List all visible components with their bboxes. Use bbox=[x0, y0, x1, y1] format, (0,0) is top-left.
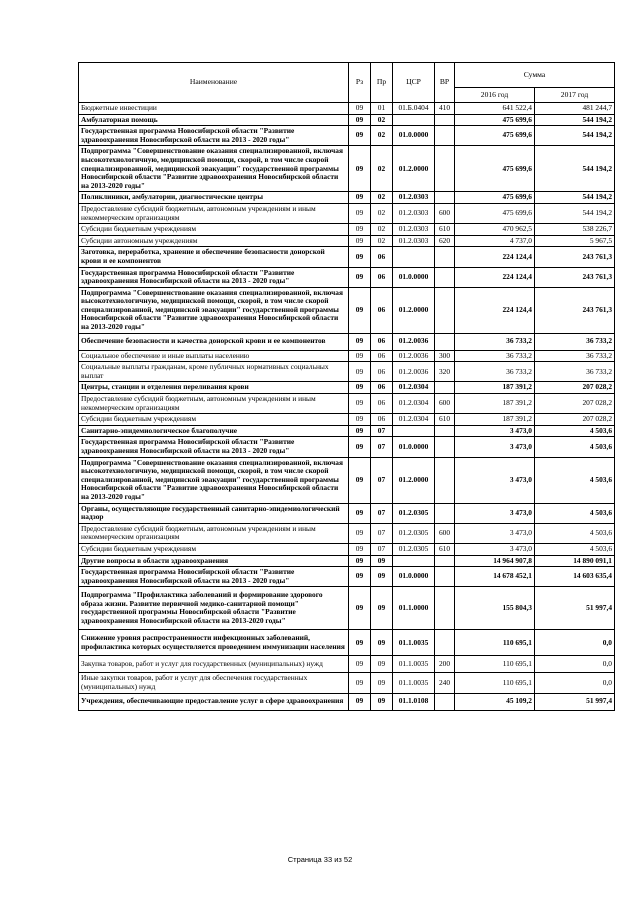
cell-rz: 09 bbox=[349, 350, 371, 362]
header-name: Наименование bbox=[79, 63, 349, 103]
cell-pr: 07 bbox=[371, 425, 393, 437]
cell-name: Обеспечение безопасности и качества донорской крови и ее компонентов bbox=[79, 333, 349, 350]
cell-name: Санитарно-эпидемиологическое благополучие bbox=[79, 425, 349, 437]
cell-name: Государственная программа Новосибирской области "Развитие здравоохранения Новосибирской области на 2013 - 2020 годы" bbox=[79, 567, 349, 587]
table-row bbox=[79, 567, 615, 587]
cell-rz: 09 bbox=[349, 555, 371, 567]
cell-pr: 07 bbox=[371, 543, 393, 555]
cell-sum-2016: 475 699,6 bbox=[455, 114, 535, 126]
table-header-row bbox=[79, 63, 615, 88]
cell-vr: 600 bbox=[435, 523, 455, 543]
cell-sum-2017: 14 890 091,1 bbox=[535, 555, 615, 567]
cell-name: Государственная программа Новосибирской области "Развитие здравоохранения Новосибирской области на 2013 - 2020 годы" bbox=[79, 126, 349, 146]
table-row bbox=[79, 114, 615, 126]
cell-pr: 07 bbox=[371, 457, 393, 503]
cell-sum-2016: 3 473,0 bbox=[455, 457, 535, 503]
cell-rz: 09 bbox=[349, 457, 371, 503]
cell-sum-2017: 243 761,3 bbox=[535, 247, 615, 267]
cell-sum-2017: 0,0 bbox=[535, 656, 615, 673]
table-row bbox=[79, 656, 615, 673]
cell-vr: 240 bbox=[435, 673, 455, 693]
cell-csr: 01.1.0108 bbox=[393, 693, 435, 710]
cell-sum-2017: 243 761,3 bbox=[535, 287, 615, 333]
table-row bbox=[79, 457, 615, 503]
cell-sum-2016: 475 699,6 bbox=[455, 192, 535, 204]
table-row bbox=[79, 523, 615, 543]
cell-csr: 01.2.0000 bbox=[393, 457, 435, 503]
cell-rz: 09 bbox=[349, 656, 371, 673]
cell-pr: 09 bbox=[371, 587, 393, 630]
cell-sum-2017: 5 967,5 bbox=[535, 235, 615, 247]
cell-sum-2017: 36 733,2 bbox=[535, 362, 615, 382]
cell-rz: 09 bbox=[349, 224, 371, 236]
cell-vr bbox=[435, 503, 455, 523]
cell-csr: 01.2.0304 bbox=[393, 414, 435, 426]
cell-sum-2017: 4 503,6 bbox=[535, 523, 615, 543]
header-year-2017: 2017 год bbox=[535, 88, 615, 103]
header-year-2016: 2016 год bbox=[455, 88, 535, 103]
cell-pr: 09 bbox=[371, 673, 393, 693]
cell-sum-2016: 475 699,6 bbox=[455, 126, 535, 146]
cell-name: Подпрограмма "Совершенствование оказания специализированной, включая высокотехнологичную, медицинской помощи, скорой, в том числе скорой специализированной, медицинской эвакуации" государственной программы Новосибирской области "Развитие здравоохранения Новосибирской области на 2013-2020 годы" bbox=[79, 146, 349, 192]
cell-pr: 09 bbox=[371, 567, 393, 587]
cell-sum-2016: 3 473,0 bbox=[455, 437, 535, 457]
cell-pr: 06 bbox=[371, 362, 393, 382]
cell-sum-2016: 475 699,6 bbox=[455, 146, 535, 192]
cell-rz: 09 bbox=[349, 437, 371, 457]
cell-rz: 09 bbox=[349, 630, 371, 656]
cell-name: Социальные выплаты гражданам, кроме публичных нормативных социальных выплат bbox=[79, 362, 349, 382]
cell-sum-2016: 187 391,2 bbox=[455, 394, 535, 414]
cell-csr: 01.Б.0404 bbox=[393, 103, 435, 115]
cell-vr bbox=[435, 114, 455, 126]
table-row bbox=[79, 247, 615, 267]
cell-sum-2017: 4 503,6 bbox=[535, 457, 615, 503]
table-row bbox=[79, 543, 615, 555]
cell-name: Субсидии бюджетным учреждениям bbox=[79, 543, 349, 555]
header-csr: ЦСР bbox=[393, 63, 435, 103]
cell-pr: 02 bbox=[371, 192, 393, 204]
cell-csr: 01.2.0000 bbox=[393, 146, 435, 192]
table-row bbox=[79, 126, 615, 146]
table-row bbox=[79, 630, 615, 656]
cell-pr: 01 bbox=[371, 103, 393, 115]
cell-sum-2016: 110 695,1 bbox=[455, 656, 535, 673]
table-row bbox=[79, 673, 615, 693]
cell-sum-2017: 51 997,4 bbox=[535, 587, 615, 630]
cell-csr: 01.2.0303 bbox=[393, 235, 435, 247]
cell-vr: 610 bbox=[435, 414, 455, 426]
table-row bbox=[79, 437, 615, 457]
cell-rz: 09 bbox=[349, 114, 371, 126]
header-sum: Сумма bbox=[455, 63, 615, 88]
cell-sum-2017: 538 226,7 bbox=[535, 224, 615, 236]
cell-pr: 02 bbox=[371, 126, 393, 146]
cell-rz: 09 bbox=[349, 235, 371, 247]
cell-sum-2017: 0,0 bbox=[535, 673, 615, 693]
cell-sum-2016: 36 733,2 bbox=[455, 333, 535, 350]
cell-name: Субсидии бюджетным учреждениям bbox=[79, 414, 349, 426]
table-row bbox=[79, 425, 615, 437]
cell-csr bbox=[393, 555, 435, 567]
cell-pr: 06 bbox=[371, 394, 393, 414]
cell-name: Органы, осуществляющие государственный санитарно-эпидемиологический надзор bbox=[79, 503, 349, 523]
cell-sum-2016: 4 737,0 bbox=[455, 235, 535, 247]
cell-sum-2016: 224 124,4 bbox=[455, 287, 535, 333]
cell-sum-2016: 110 695,1 bbox=[455, 630, 535, 656]
cell-vr bbox=[435, 693, 455, 710]
cell-pr: 02 bbox=[371, 224, 393, 236]
page-number: Страница 33 из 52 bbox=[287, 855, 353, 864]
cell-sum-2016: 3 473,0 bbox=[455, 425, 535, 437]
cell-pr: 02 bbox=[371, 146, 393, 192]
cell-name: Снижение уровня распространенности инфекционных заболеваний, профилактика которых осуществляется проведением иммунизации населения bbox=[79, 630, 349, 656]
cell-sum-2017: 207 028,2 bbox=[535, 382, 615, 394]
cell-csr: 01.2.0303 bbox=[393, 203, 435, 223]
cell-name: Социальное обеспечение и иные выплаты населению bbox=[79, 350, 349, 362]
cell-sum-2016: 14 678 452,1 bbox=[455, 567, 535, 587]
cell-rz: 09 bbox=[349, 414, 371, 426]
table-row bbox=[79, 333, 615, 350]
cell-vr bbox=[435, 247, 455, 267]
cell-pr: 02 bbox=[371, 203, 393, 223]
cell-csr: 01.2.0303 bbox=[393, 192, 435, 204]
table-row bbox=[79, 192, 615, 204]
table-row bbox=[79, 235, 615, 247]
cell-sum-2016: 224 124,4 bbox=[455, 247, 535, 267]
cell-csr: 01.2.0304 bbox=[393, 382, 435, 394]
cell-sum-2016: 155 804,3 bbox=[455, 587, 535, 630]
cell-sum-2017: 4 503,6 bbox=[535, 503, 615, 523]
cell-name: Подпрограмма "Профилактика заболеваний и формирование здорового образа жизни. Развитие первичной медико-санитарной помощи" государственной программы Новосибирской области "Развитие здравоохранения Новосибирской области на 2013-2020 годы" bbox=[79, 587, 349, 630]
cell-name: Учреждения, обеспечивающие предоставление услуг в сфере здравоохранения bbox=[79, 693, 349, 710]
cell-vr bbox=[435, 457, 455, 503]
table-row bbox=[79, 224, 615, 236]
cell-pr: 07 bbox=[371, 437, 393, 457]
cell-sum-2017: 36 733,2 bbox=[535, 333, 615, 350]
cell-name: Бюджетные инвестиции bbox=[79, 103, 349, 115]
table-row bbox=[79, 693, 615, 710]
cell-sum-2016: 224 124,4 bbox=[455, 267, 535, 287]
cell-pr: 06 bbox=[371, 247, 393, 267]
cell-vr bbox=[435, 126, 455, 146]
cell-sum-2016: 36 733,2 bbox=[455, 350, 535, 362]
cell-name: Другие вопросы в области здравоохранения bbox=[79, 555, 349, 567]
cell-rz: 09 bbox=[349, 425, 371, 437]
cell-pr: 09 bbox=[371, 656, 393, 673]
cell-sum-2016: 3 473,0 bbox=[455, 523, 535, 543]
cell-vr bbox=[435, 587, 455, 630]
cell-rz: 09 bbox=[349, 267, 371, 287]
cell-csr: 01.2.0304 bbox=[393, 394, 435, 414]
cell-vr: 610 bbox=[435, 224, 455, 236]
cell-sum-2017: 544 194,2 bbox=[535, 114, 615, 126]
cell-rz: 09 bbox=[349, 394, 371, 414]
table-row bbox=[79, 587, 615, 630]
cell-vr bbox=[435, 146, 455, 192]
cell-rz: 09 bbox=[349, 523, 371, 543]
header-vr: ВР bbox=[435, 63, 455, 103]
cell-rz: 09 bbox=[349, 103, 371, 115]
table-row bbox=[79, 103, 615, 115]
cell-csr: 01.0.0000 bbox=[393, 126, 435, 146]
cell-vr bbox=[435, 437, 455, 457]
cell-sum-2017: 207 028,2 bbox=[535, 414, 615, 426]
table-row bbox=[79, 362, 615, 382]
cell-sum-2017: 481 244,7 bbox=[535, 103, 615, 115]
cell-name: Иные закупки товаров, работ и услуг для обеспечения государственных (муниципальных) нужд bbox=[79, 673, 349, 693]
cell-pr: 06 bbox=[371, 414, 393, 426]
cell-sum-2016: 3 473,0 bbox=[455, 543, 535, 555]
cell-sum-2016: 475 699,6 bbox=[455, 203, 535, 223]
cell-sum-2017: 14 603 635,4 bbox=[535, 567, 615, 587]
cell-csr: 01.2.0036 bbox=[393, 333, 435, 350]
table-row bbox=[79, 267, 615, 287]
cell-pr: 06 bbox=[371, 287, 393, 333]
cell-rz: 09 bbox=[349, 693, 371, 710]
cell-vr bbox=[435, 333, 455, 350]
cell-pr: 06 bbox=[371, 382, 393, 394]
cell-sum-2017: 0,0 bbox=[535, 630, 615, 656]
cell-vr: 410 bbox=[435, 103, 455, 115]
cell-vr: 320 bbox=[435, 362, 455, 382]
cell-vr bbox=[435, 630, 455, 656]
cell-sum-2017: 4 503,6 bbox=[535, 543, 615, 555]
cell-rz: 09 bbox=[349, 247, 371, 267]
table-row bbox=[79, 555, 615, 567]
table-row bbox=[79, 203, 615, 223]
cell-csr: 01.2.0000 bbox=[393, 287, 435, 333]
cell-csr: 01.1.0035 bbox=[393, 630, 435, 656]
cell-csr: 01.0.0000 bbox=[393, 267, 435, 287]
cell-name: Субсидии бюджетным учреждениям bbox=[79, 224, 349, 236]
budget-table bbox=[78, 62, 615, 711]
cell-rz: 09 bbox=[349, 287, 371, 333]
cell-rz: 09 bbox=[349, 126, 371, 146]
cell-name: Заготовка, переработка, хранение и обеспечение безопасности донорской крови и ее компонентов bbox=[79, 247, 349, 267]
cell-csr: 01.2.0036 bbox=[393, 362, 435, 382]
cell-sum-2017: 544 194,2 bbox=[535, 192, 615, 204]
cell-csr bbox=[393, 114, 435, 126]
cell-pr: 02 bbox=[371, 235, 393, 247]
table-row bbox=[79, 414, 615, 426]
cell-csr: 01.2.0305 bbox=[393, 503, 435, 523]
cell-vr bbox=[435, 425, 455, 437]
cell-csr bbox=[393, 425, 435, 437]
cell-vr: 600 bbox=[435, 203, 455, 223]
cell-vr bbox=[435, 555, 455, 567]
cell-sum-2016: 187 391,2 bbox=[455, 414, 535, 426]
cell-sum-2016: 641 522,4 bbox=[455, 103, 535, 115]
cell-pr: 09 bbox=[371, 630, 393, 656]
cell-sum-2017: 544 194,2 bbox=[535, 146, 615, 192]
cell-rz: 09 bbox=[349, 146, 371, 192]
cell-csr bbox=[393, 247, 435, 267]
cell-pr: 02 bbox=[371, 114, 393, 126]
cell-sum-2017: 51 997,4 bbox=[535, 693, 615, 710]
cell-csr: 01.2.0305 bbox=[393, 523, 435, 543]
cell-sum-2016: 3 473,0 bbox=[455, 503, 535, 523]
cell-sum-2016: 36 733,2 bbox=[455, 362, 535, 382]
cell-name: Поликлиники, амбулатории, диагностические центры bbox=[79, 192, 349, 204]
cell-sum-2017: 243 761,3 bbox=[535, 267, 615, 287]
cell-csr: 01.0.0000 bbox=[393, 567, 435, 587]
cell-csr: 01.1.0000 bbox=[393, 587, 435, 630]
cell-sum-2017: 4 503,6 bbox=[535, 437, 615, 457]
cell-sum-2016: 470 962,5 bbox=[455, 224, 535, 236]
table-row bbox=[79, 503, 615, 523]
header-rz: Рз bbox=[349, 63, 371, 103]
cell-pr: 06 bbox=[371, 267, 393, 287]
cell-sum-2016: 187 391,2 bbox=[455, 382, 535, 394]
cell-rz: 09 bbox=[349, 333, 371, 350]
cell-pr: 06 bbox=[371, 350, 393, 362]
cell-csr: 01.2.0036 bbox=[393, 350, 435, 362]
cell-rz: 09 bbox=[349, 567, 371, 587]
table-row bbox=[79, 350, 615, 362]
cell-pr: 06 bbox=[371, 333, 393, 350]
cell-name: Закупка товаров, работ и услуг для государственных (муниципальных) нужд bbox=[79, 656, 349, 673]
cell-name: Субсидии автономным учреждениям bbox=[79, 235, 349, 247]
cell-sum-2017: 36 733,2 bbox=[535, 350, 615, 362]
cell-csr: 01.2.0303 bbox=[393, 224, 435, 236]
cell-csr: 01.2.0305 bbox=[393, 543, 435, 555]
table-row bbox=[79, 382, 615, 394]
cell-vr: 300 bbox=[435, 350, 455, 362]
cell-pr: 09 bbox=[371, 693, 393, 710]
cell-pr: 09 bbox=[371, 555, 393, 567]
cell-name: Предоставление субсидий бюджетным, автономным учреждениям и иным некоммерческим организациям bbox=[79, 203, 349, 223]
table-row bbox=[79, 394, 615, 414]
cell-vr bbox=[435, 382, 455, 394]
cell-name: Подпрограмма "Совершенствование оказания специализированной, включая высокотехнологичную, медицинской помощи, скорой, в том числе скорой специализированной, медицинской эвакуации" государственной программы Новосибирской области "Развитие здравоохранения Новосибирской области на 2013-2020 годы" bbox=[79, 457, 349, 503]
cell-pr: 07 bbox=[371, 503, 393, 523]
cell-sum-2017: 544 194,2 bbox=[535, 203, 615, 223]
table-row bbox=[79, 287, 615, 333]
cell-csr: 01.0.0000 bbox=[393, 437, 435, 457]
cell-sum-2017: 207 028,2 bbox=[535, 394, 615, 414]
cell-vr bbox=[435, 267, 455, 287]
cell-sum-2016: 45 109,2 bbox=[455, 693, 535, 710]
cell-rz: 09 bbox=[349, 587, 371, 630]
cell-name: Центры, станции и отделения переливания крови bbox=[79, 382, 349, 394]
cell-name: Подпрограмма "Совершенствование оказания специализированной, включая высокотехнологичную, медицинской помощи, скорой, в том числе скорой специализированной, медицинской эвакуации" государственной программы Новосибирской области "Развитие здравоохранения Новосибирской области на 2013-2020 годы" bbox=[79, 287, 349, 333]
header-pr: Пр bbox=[371, 63, 393, 103]
cell-vr: 200 bbox=[435, 656, 455, 673]
cell-vr bbox=[435, 567, 455, 587]
cell-vr bbox=[435, 287, 455, 333]
cell-rz: 09 bbox=[349, 503, 371, 523]
cell-sum-2017: 4 503,6 bbox=[535, 425, 615, 437]
cell-csr: 01.1.0035 bbox=[393, 656, 435, 673]
cell-name: Предоставление субсидий бюджетным, автономным учреждениям и иным некоммерческим организациям bbox=[79, 523, 349, 543]
cell-sum-2016: 110 695,1 bbox=[455, 673, 535, 693]
cell-vr: 610 bbox=[435, 543, 455, 555]
cell-vr bbox=[435, 192, 455, 204]
cell-rz: 09 bbox=[349, 362, 371, 382]
cell-rz: 09 bbox=[349, 543, 371, 555]
cell-pr: 07 bbox=[371, 523, 393, 543]
cell-sum-2017: 544 194,2 bbox=[535, 126, 615, 146]
cell-vr: 600 bbox=[435, 394, 455, 414]
cell-rz: 09 bbox=[349, 382, 371, 394]
cell-vr: 620 bbox=[435, 235, 455, 247]
cell-name: Государственная программа Новосибирской области "Развитие здравоохранения Новосибирской области на 2013 - 2020 годы" bbox=[79, 267, 349, 287]
cell-name: Государственная программа Новосибирской области "Развитие здравоохранения Новосибирской области на 2013 - 2020 годы" bbox=[79, 437, 349, 457]
cell-rz: 09 bbox=[349, 192, 371, 204]
cell-rz: 09 bbox=[349, 673, 371, 693]
cell-rz: 09 bbox=[349, 203, 371, 223]
cell-sum-2016: 14 964 907,8 bbox=[455, 555, 535, 567]
cell-name: Предоставление субсидий бюджетным, автономным учреждениям и иным некоммерческим организациям bbox=[79, 394, 349, 414]
table-row bbox=[79, 146, 615, 192]
cell-name: Амбулаторная помощь bbox=[79, 114, 349, 126]
cell-csr: 01.1.0035 bbox=[393, 673, 435, 693]
